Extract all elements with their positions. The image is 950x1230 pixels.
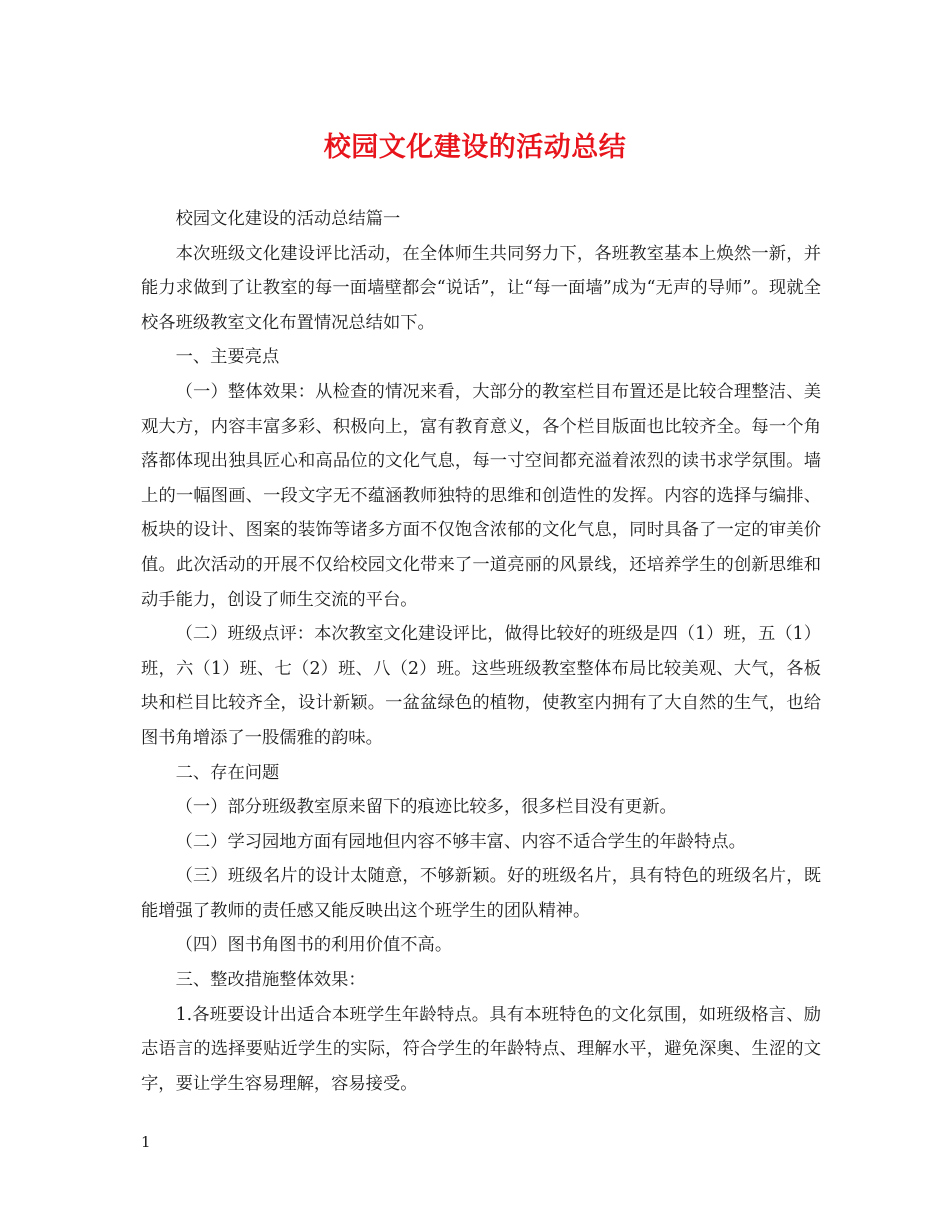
paragraph-problem-3: （三）班级名片的设计太随意，不够新颖。好的班级名片，具有特色的班级名片，既能增强了教师的责任感又能反映出这个班学生的团队精神。	[141, 866, 821, 921]
paragraph-problem-1: （一）部分班级教室原来留下的痕迹比较多，很多栏目没有更新。	[175, 797, 677, 818]
page-title: 校园文化建设的活动总结	[323, 132, 627, 163]
paragraph-intro: 本次班级文化建设评比活动，在全体师生共同努力下，各班教室基本上焕然一新，并能力求做到了让教室的每一面墙壁都会“说话”，让“每一面墙”成为“无声的导师”。现就全校各班级教室文化布置情况总结如下。	[141, 243, 821, 333]
paragraph-class-review: （二）班级点评：本次教室文化建设评比，做得比较好的班级是四（1）班，五（1）班，六（1）班、七（2）班、八（2）班。这些班级教室整体布局比较美观、大气，各板块和栏目比较齐全，设计新颖。一盆盆绿色的植物，使教室内拥有了大自然的生气，也给图书角增添了一股儒雅的韵味。	[141, 624, 821, 748]
section-heading-highlights: 一、主要亮点	[175, 347, 280, 368]
page-number: 1	[141, 1133, 151, 1151]
paragraph-problem-2: （二）学习园地方面有园地但内容不够丰富、内容不适合学生的年龄特点。	[175, 831, 746, 852]
section-heading-problems: 二、存在问题	[175, 762, 280, 783]
paragraph-measure-1: 1.各班要设计出适合本班学生年龄特点。具有本班特色的文化氛围，如班级格言、励志语言的选择要贴近学生的实际，符合学生的年龄特点、理解水平，避免深奥、生涩的文字，要让学生容易理解，容易接受。	[141, 1004, 821, 1094]
section-heading-measures: 三、整改措施整体效果：	[175, 970, 366, 991]
paragraph-problem-4: （四）图书角图书的利用价值不高。	[175, 935, 453, 956]
paragraph-overall-effect: （一）整体效果：从检查的情况来看，大部分的教室栏目布置还是比较合理整洁、美观大方，内容丰富多彩、积极向上，富有教育意义，各个栏目版面也比较齐全。每一个角落都体现出独具匠心和高品位的文化气息，每一寸空间都充溢着浓烈的读书求学氛围。墙上的一幅图画、一段文字无不蕴涵教师独特的思维和创造性的发挥。内容的选择与编排、板块的设计、图案的装饰等诸多方面不仅饱含浓郁的文化气息，同时具备了一定的审美价值。此次活动的开展不仅给校园文化带来了一道亮丽的风景线，还培养学生的创新思维和动手能力，创设了师生交流的平台。	[141, 381, 821, 610]
document-body	[141, 202, 821, 1101]
paragraph-subtitle: 校园文化建设的活动总结篇一	[175, 209, 401, 229]
